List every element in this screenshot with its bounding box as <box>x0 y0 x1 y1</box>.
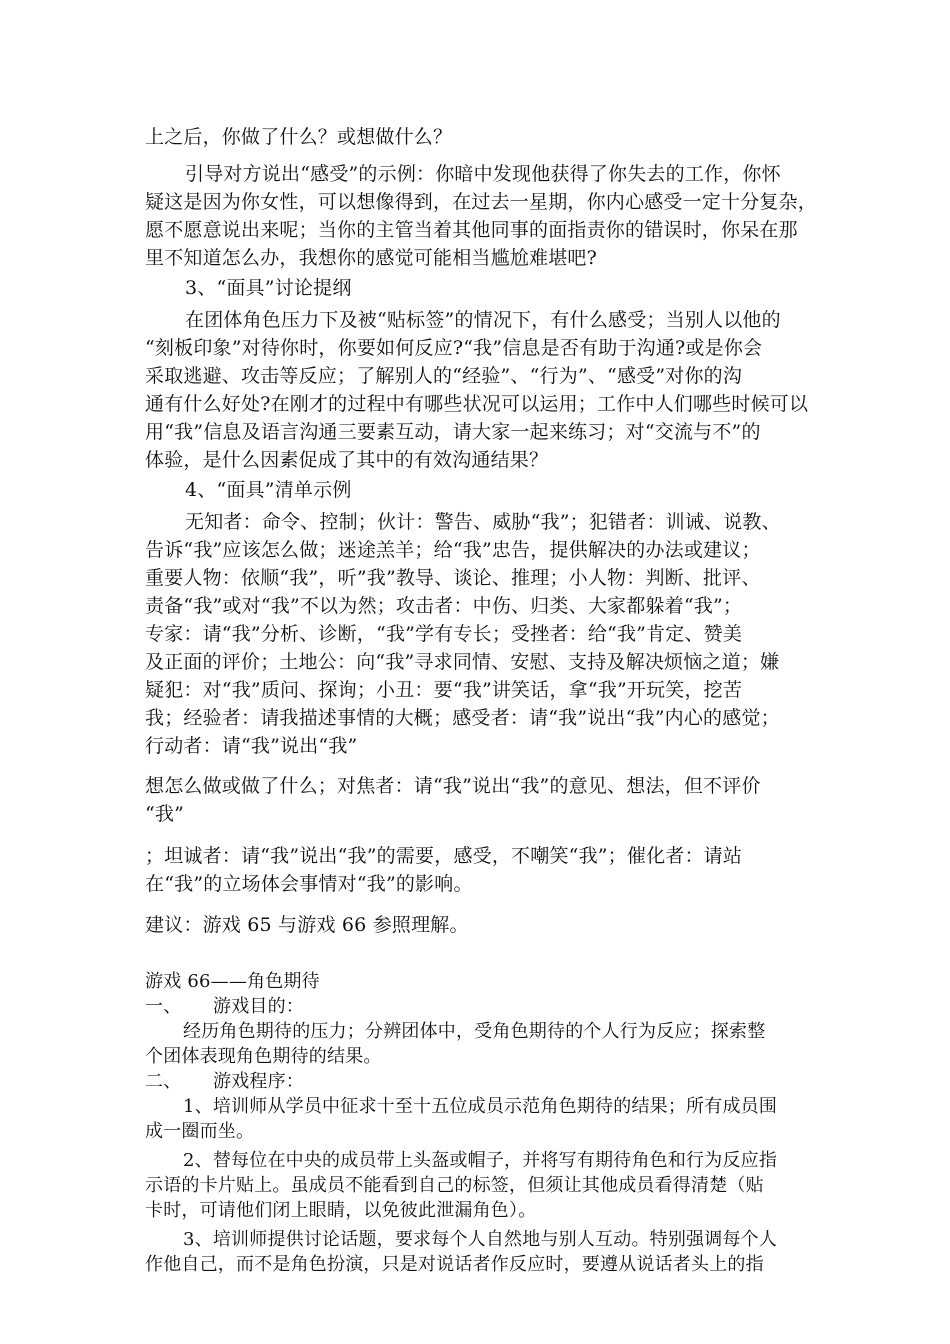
section-label: 游戏目的： <box>213 996 304 1017</box>
text-line: 个团体表现角色期待的结果。 <box>145 1046 382 1067</box>
text-line: 我；经验者：请我描述事情的大概；感受者：请“我”说出“我”内心的感觉； <box>145 707 780 729</box>
text-line: 引导对方说出“感受”的示例：你暗中发现他获得了你失去的工作，你怀 <box>185 163 781 185</box>
section-number: 一、 <box>145 996 182 1017</box>
text-line: 经历角色期待的压力；分辨团体中，受角色期待的个人行为反应；探索整 <box>183 1021 766 1042</box>
text-line: ；坦诚者：请“我”说出“我”的需要，感受，不嘲笑“我”；催化者：请站 <box>145 845 743 867</box>
text-line: 示语的卡片贴上。虽成员不能看到自己的标签，但须让其他成员看得清楚（贴 <box>145 1175 764 1196</box>
text-line: 专家：请“我”分析、诊断，“我”学有专长；受挫者：给“我”肯定、赞美 <box>145 623 743 645</box>
text-line: 用“我”信息及语言沟通三要素互动，请大家一起来练习；对“交流与不”的 <box>145 421 761 443</box>
text-line: 上之后，你做了什么？或想做什么？ <box>145 126 453 148</box>
section-number: 二、 <box>145 1071 182 1092</box>
text-line: 疑这是因为你女性，可以想像得到，在过去一星期，你内心感受一定十分复杂， <box>145 191 818 213</box>
text-line: 责备“我”或对“我”不以为然；攻击者：中伤、归类、大家都躲着“我”； <box>145 595 743 617</box>
text-line: 作他自己，而不是角色扮演，只是对说话者作反应时，要遵从说话者头上的指 <box>145 1254 764 1275</box>
text-line: 体验，是什么因素促成了其中的有效沟通结果？ <box>145 449 549 471</box>
section-heading: 3、“面具”讨论提纲 <box>185 277 352 299</box>
text-line: 疑犯：对“我”质问、探询；小丑：要“我”讲笑话，拿“我”开玩笑，挖苦 <box>145 679 743 701</box>
text-line: “刻板印象”对待你时，你要如何反应?“我”信息是否有助于沟通?或是你会 <box>145 337 763 359</box>
text-line: 1、培训师从学员中征求十至十五位成员示范角色期待的结果；所有成员围 <box>183 1096 778 1117</box>
text-line: 想怎么做或做了什么；对焦者：请“我”说出“我”的意见、想法，但不评价 <box>145 775 761 797</box>
text-line: 愿不愿意说出来呢；当你的主管当着其他同事的面指责你的错误时，你呆在那 <box>145 219 798 241</box>
text-line: 告诉“我”应该怎么做；迷途羔羊；给“我”忠告，提供解决的办法或建议； <box>145 539 761 561</box>
text-line: “我” <box>145 803 185 825</box>
text-line: 采取逃避、攻击等反应；了解别人的“经验”、“行为”、“感受”对你的沟 <box>145 365 743 387</box>
text-line: 无知者：命令、控制；伙计：警告、威胁“我”；犯错者：训诫、说教、 <box>185 511 781 533</box>
text-line: 成一圈而坐。 <box>145 1121 255 1142</box>
section-heading: 4、“面具”清单示例 <box>185 479 352 501</box>
text-line: 卡时，可请他们闭上眼睛，以免彼此泄漏角色）。 <box>145 1200 537 1221</box>
text-line: 及正面的评价；土地公：向“我”寻求同情、安慰、支持及解决烦恼之道；嫌 <box>145 651 780 673</box>
text-line: 里不知道怎么办，我想你的感觉可能相当尴尬难堪吧? <box>145 247 597 269</box>
text-line: 2、替每位在中央的成员带上头盔或帽子，并将写有期待角色和行为反应指 <box>183 1150 778 1171</box>
suggestion-text: 建议：游戏 65 与游戏 66 参照理解。 <box>145 914 469 936</box>
text-line: 3、培训师提供讨论话题，要求每个人自然地与别人互动。特别强调每个人 <box>183 1229 778 1250</box>
game-title: 游戏 66——角色期待 <box>145 971 320 992</box>
text-line: 行动者：请“我”说出“我” <box>145 735 358 757</box>
text-line: 在团体角色压力下及被“贴标签”的情况下，有什么感受；当别人以他的 <box>185 309 781 331</box>
text-line: 通有什么好处?在刚才的过程中有哪些状况可以运用；工作中人们哪些时候可以 <box>145 393 809 415</box>
text-line: 在“我”的立场体会事情对“我”的影响。 <box>145 873 473 895</box>
section-label: 游戏程序： <box>213 1071 304 1092</box>
text-line: 重要人物：依顺“我”，听”我”教导、谈论、推理；小人物：判断、批评、 <box>145 567 761 589</box>
